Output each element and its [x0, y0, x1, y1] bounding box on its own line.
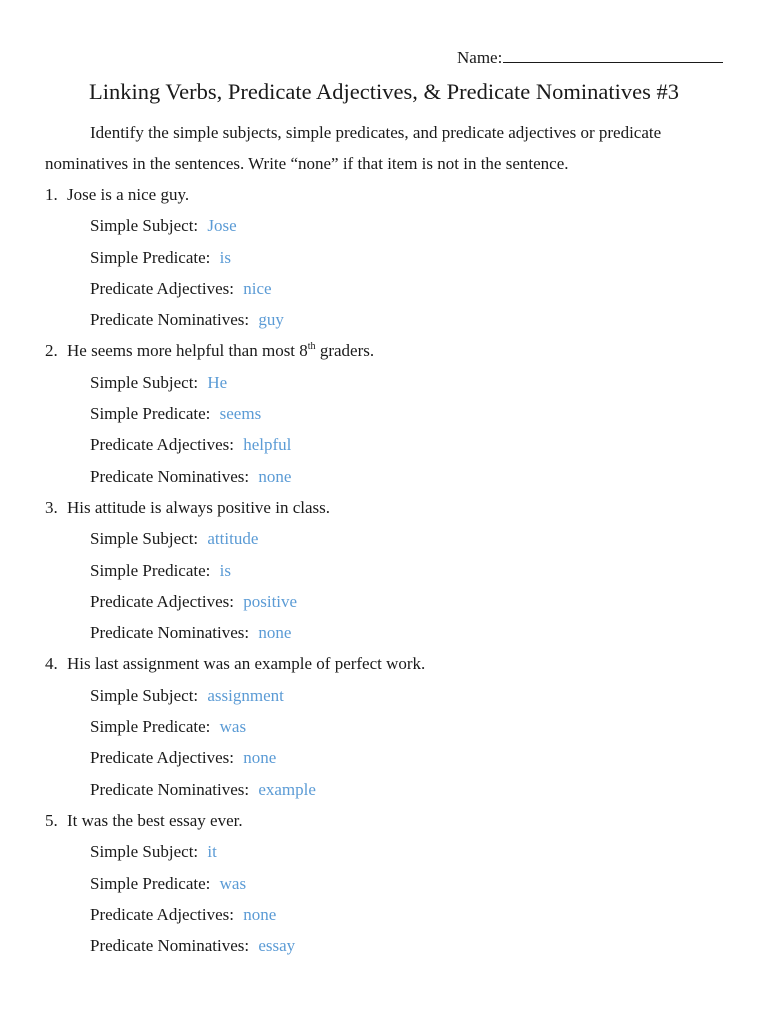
simple-predicate-row	[45, 868, 735, 899]
predicate-adjectives-row	[45, 742, 735, 773]
predicate-adjectives-label: Predicate Adjectives:	[90, 748, 234, 768]
predicate-nominatives-answer: none	[258, 466, 292, 486]
predicate-adjectives-answer: none	[243, 748, 277, 768]
simple-predicate-answer: was	[219, 717, 247, 737]
predicate-adjectives-row	[45, 899, 735, 930]
predicate-nominatives-label: Predicate Nominatives:	[90, 936, 250, 956]
question-sentence: Jose is a nice guy.	[67, 185, 190, 204]
question-5	[45, 805, 735, 836]
simple-subject-row	[45, 836, 735, 867]
predicate-nominatives-label: Predicate Nominatives:	[90, 466, 250, 486]
question-4	[45, 648, 735, 679]
question-sentence-start: He seems more helpful than most 8	[67, 341, 308, 361]
simple-subject-row	[45, 523, 735, 554]
name-field	[457, 46, 723, 69]
predicate-adjectives-row	[45, 273, 735, 304]
predicate-adjectives-answer: helpful	[243, 435, 292, 455]
question-number: 2.	[45, 341, 58, 361]
simple-subject-row	[45, 210, 735, 241]
question-1	[45, 179, 735, 210]
simple-subject-answer: attitude	[207, 529, 259, 549]
predicate-nominatives-answer: guy	[258, 310, 284, 330]
simple-subject-label: Simple Subject:	[90, 216, 199, 236]
name-label: Name:	[457, 48, 503, 67]
name-blank-line[interactable]	[503, 46, 723, 63]
page-title: Linking Verbs, Predicate Adjectives, & Predicate Nominatives #3	[88, 79, 680, 104]
question-sentence: His last assignment was an example of perfect work.	[67, 654, 426, 674]
predicate-nominatives-answer: essay	[258, 936, 296, 956]
question-2	[45, 335, 735, 366]
simple-predicate-row	[45, 398, 735, 429]
simple-subject-label: Simple Subject:	[90, 529, 199, 549]
predicate-adjectives-label: Predicate Adjectives:	[90, 435, 234, 455]
predicate-nominatives-label: Predicate Nominatives:	[90, 779, 250, 799]
predicate-nominatives-row	[45, 930, 735, 961]
simple-predicate-answer: was	[219, 873, 247, 893]
predicate-nominatives-row	[45, 304, 735, 335]
predicate-adjectives-answer: none	[243, 904, 277, 924]
simple-subject-row	[45, 367, 735, 398]
instructions-line-2: nominatives in the sentences. Write “none” if that item is not in the sentence.	[45, 154, 569, 174]
simple-subject-answer: Jose	[207, 216, 237, 236]
ordinal-superscript: th	[307, 340, 316, 352]
predicate-adjectives-label: Predicate Adjectives:	[90, 591, 234, 611]
predicate-nominatives-label: Predicate Nominatives:	[90, 310, 250, 330]
simple-predicate-answer: is	[219, 247, 231, 267]
question-number: 3.	[45, 497, 58, 517]
simple-subject-answer: assignment	[207, 685, 284, 705]
predicate-adjectives-row	[45, 586, 735, 617]
simple-predicate-row	[45, 711, 735, 742]
predicate-nominatives-row	[45, 617, 735, 648]
simple-predicate-row	[45, 555, 735, 586]
question-number: 5.	[45, 810, 58, 830]
instructions	[45, 117, 735, 180]
question-sentence-end: graders.	[315, 341, 375, 361]
question-sentence: His attitude is always positive in class.	[67, 497, 330, 517]
simple-predicate-label: Simple Predicate:	[90, 404, 211, 424]
predicate-nominatives-answer: example	[258, 779, 316, 799]
instructions-line-1: Identify the simple subjects, simple predicates, and predicate adjectives or predicate	[90, 123, 662, 142]
simple-subject-label: Simple Subject:	[90, 372, 199, 392]
question-number: 1.	[45, 185, 58, 204]
predicate-nominatives-row	[45, 774, 735, 805]
question-3	[45, 492, 735, 523]
simple-subject-label: Simple Subject:	[90, 685, 199, 705]
simple-subject-label: Simple Subject:	[90, 842, 199, 862]
simple-predicate-label: Simple Predicate:	[90, 247, 211, 267]
simple-predicate-answer: is	[219, 560, 231, 580]
predicate-adjectives-answer: nice	[243, 278, 272, 298]
predicate-adjectives-answer: positive	[243, 591, 298, 611]
simple-subject-row	[45, 680, 735, 711]
predicate-adjectives-row	[45, 429, 735, 460]
predicate-nominatives-row	[45, 461, 735, 492]
simple-predicate-label: Simple Predicate:	[90, 873, 211, 893]
question-number: 4.	[45, 654, 58, 674]
question-list	[45, 179, 735, 961]
predicate-adjectives-label: Predicate Adjectives:	[90, 904, 234, 924]
simple-subject-answer: it	[207, 842, 217, 862]
predicate-adjectives-label: Predicate Adjectives:	[90, 278, 234, 298]
simple-predicate-label: Simple Predicate:	[90, 717, 211, 737]
predicate-nominatives-answer: none	[258, 623, 292, 643]
predicate-nominatives-label: Predicate Nominatives:	[90, 623, 250, 643]
simple-predicate-row	[45, 242, 735, 273]
simple-predicate-answer: seems	[219, 404, 262, 424]
simple-predicate-label: Simple Predicate:	[90, 560, 211, 580]
question-sentence: It was the best essay ever.	[67, 810, 243, 830]
simple-subject-answer: He	[207, 372, 228, 392]
